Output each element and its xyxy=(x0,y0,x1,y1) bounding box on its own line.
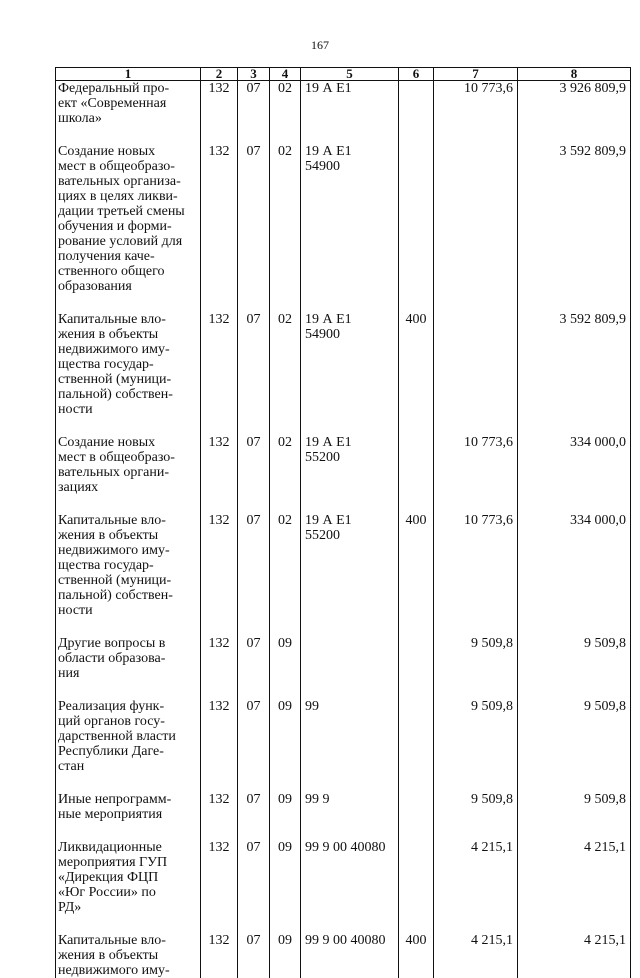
spacer-cell xyxy=(518,915,631,933)
row-col7-cell: 4 215,1 xyxy=(434,840,518,915)
spacer-cell xyxy=(201,822,238,840)
spacer-cell xyxy=(518,294,631,312)
column-header-5: 5 xyxy=(301,68,399,81)
spacer-cell xyxy=(434,681,518,699)
spacer-cell xyxy=(399,618,434,636)
row-name-cell: Капитальные вло- жения в объекты недвижимого иму- щества государ- ственной (муници- пальной) собствен- ности xyxy=(56,312,201,417)
row-col7-cell: 10 773,6 xyxy=(434,513,518,618)
row-col6-cell: 400 xyxy=(399,513,434,618)
spacer-cell xyxy=(56,294,201,312)
row-code-cell: 19 А Е1 54900 xyxy=(301,312,399,417)
row-spacer xyxy=(56,294,631,312)
spacer-cell xyxy=(56,774,201,792)
spacer-cell xyxy=(270,294,301,312)
row-spacer xyxy=(56,774,631,792)
spacer-cell xyxy=(56,126,201,144)
row-col6-cell xyxy=(399,840,434,915)
table-row xyxy=(56,312,631,417)
row-col3-cell: 07 xyxy=(238,513,270,618)
table-row xyxy=(56,435,631,495)
row-col4-cell: 09 xyxy=(270,636,301,681)
spacer-cell xyxy=(56,618,201,636)
spacer-cell xyxy=(201,915,238,933)
column-header-6: 6 xyxy=(399,68,434,81)
spacer-cell xyxy=(201,774,238,792)
row-col4-cell: 09 xyxy=(270,840,301,915)
row-col4-cell: 02 xyxy=(270,144,301,294)
row-col4-cell: 02 xyxy=(270,81,301,127)
row-col4-cell: 09 xyxy=(270,792,301,822)
row-col8-cell: 4 215,1 xyxy=(518,933,631,978)
row-name-cell: Создание новых мест в общеобразо- вательных организа- циях в целях ликви- дации третьей смены обучения и форми- рование условий для получения каче- ственного общего образования xyxy=(56,144,201,294)
row-col2-cell: 132 xyxy=(201,513,238,618)
row-code-cell: 19 А Е1 55200 xyxy=(301,435,399,495)
row-col8-cell: 9 509,8 xyxy=(518,792,631,822)
spacer-cell xyxy=(301,126,399,144)
column-header-1: 1 xyxy=(56,68,201,81)
row-code-cell: 99 9 xyxy=(301,792,399,822)
row-col6-cell: 400 xyxy=(399,312,434,417)
row-col8-cell: 9 509,8 xyxy=(518,699,631,774)
spacer-cell xyxy=(399,822,434,840)
row-spacer xyxy=(56,681,631,699)
row-col3-cell: 07 xyxy=(238,636,270,681)
row-col3-cell: 07 xyxy=(238,144,270,294)
row-col2-cell: 132 xyxy=(201,144,238,294)
table-row xyxy=(56,933,631,978)
row-name-cell: Капитальные вло- жения в объекты недвижимого иму- щества государ- ственной (муници- пальной) собствен- ности xyxy=(56,513,201,618)
spacer-cell xyxy=(201,495,238,513)
row-col8-cell: 3 592 809,9 xyxy=(518,312,631,417)
spacer-cell xyxy=(518,774,631,792)
row-col3-cell: 07 xyxy=(238,840,270,915)
row-col8-cell: 334 000,0 xyxy=(518,435,631,495)
spacer-cell xyxy=(301,915,399,933)
budget-table-container xyxy=(55,67,631,978)
table-row xyxy=(56,81,631,127)
spacer-cell xyxy=(270,774,301,792)
spacer-cell xyxy=(301,774,399,792)
row-col6-cell xyxy=(399,636,434,681)
row-col8-cell: 4 215,1 xyxy=(518,840,631,915)
row-col2-cell: 132 xyxy=(201,840,238,915)
row-spacer xyxy=(56,495,631,513)
header-row xyxy=(56,68,631,81)
row-col8-cell: 334 000,0 xyxy=(518,513,631,618)
spacer-cell xyxy=(238,915,270,933)
spacer-cell xyxy=(270,417,301,435)
table-row xyxy=(56,792,631,822)
spacer-cell xyxy=(270,126,301,144)
row-col2-cell: 132 xyxy=(201,933,238,978)
spacer-cell xyxy=(399,294,434,312)
spacer-cell xyxy=(301,417,399,435)
row-col6-cell xyxy=(399,792,434,822)
spacer-cell xyxy=(434,417,518,435)
spacer-cell xyxy=(518,417,631,435)
spacer-cell xyxy=(434,822,518,840)
spacer-cell xyxy=(56,417,201,435)
spacer-cell xyxy=(270,915,301,933)
row-col3-cell: 07 xyxy=(238,312,270,417)
budget-table xyxy=(55,67,631,978)
row-col7-cell: 9 509,8 xyxy=(434,699,518,774)
table-row xyxy=(56,636,631,681)
spacer-cell xyxy=(434,126,518,144)
row-col4-cell: 02 xyxy=(270,513,301,618)
spacer-cell xyxy=(238,294,270,312)
spacer-cell xyxy=(56,681,201,699)
row-code-cell: 99 xyxy=(301,699,399,774)
row-spacer xyxy=(56,417,631,435)
spacer-cell xyxy=(301,618,399,636)
column-header-3: 3 xyxy=(238,68,270,81)
table-row xyxy=(56,840,631,915)
row-col7-cell: 10 773,6 xyxy=(434,81,518,127)
row-col6-cell: 400 xyxy=(399,933,434,978)
spacer-cell xyxy=(399,126,434,144)
spacer-cell xyxy=(56,822,201,840)
spacer-cell xyxy=(301,822,399,840)
row-spacer xyxy=(56,618,631,636)
table-header xyxy=(56,68,631,81)
spacer-cell xyxy=(238,126,270,144)
row-code-cell: 19 А Е1 55200 xyxy=(301,513,399,618)
row-name-cell: Создание новых мест в общеобразо- вательных органи- зациях xyxy=(56,435,201,495)
row-col4-cell: 02 xyxy=(270,312,301,417)
spacer-cell xyxy=(518,681,631,699)
spacer-cell xyxy=(201,126,238,144)
row-col7-cell: 9 509,8 xyxy=(434,792,518,822)
row-spacer xyxy=(56,126,631,144)
row-col6-cell xyxy=(399,435,434,495)
spacer-cell xyxy=(434,774,518,792)
row-col3-cell: 07 xyxy=(238,933,270,978)
row-col7-cell: 9 509,8 xyxy=(434,636,518,681)
table-body xyxy=(56,81,631,978)
spacer-cell xyxy=(270,681,301,699)
column-header-4: 4 xyxy=(270,68,301,81)
row-name-cell: Федеральный про- ект «Современная школа» xyxy=(56,81,201,127)
row-col2-cell: 132 xyxy=(201,435,238,495)
spacer-cell xyxy=(518,126,631,144)
spacer-cell xyxy=(399,495,434,513)
row-col2-cell: 132 xyxy=(201,312,238,417)
spacer-cell xyxy=(201,417,238,435)
column-header-2: 2 xyxy=(201,68,238,81)
row-col3-cell: 07 xyxy=(238,792,270,822)
spacer-cell xyxy=(434,495,518,513)
row-spacer xyxy=(56,915,631,933)
row-col4-cell: 09 xyxy=(270,699,301,774)
row-col3-cell: 07 xyxy=(238,435,270,495)
row-spacer xyxy=(56,822,631,840)
spacer-cell xyxy=(399,915,434,933)
row-col8-cell: 3 592 809,9 xyxy=(518,144,631,294)
spacer-cell xyxy=(399,681,434,699)
spacer-cell xyxy=(238,495,270,513)
row-col7-cell: 4 215,1 xyxy=(434,933,518,978)
column-header-7: 7 xyxy=(434,68,518,81)
spacer-cell xyxy=(399,417,434,435)
row-code-cell: 99 9 00 40080 xyxy=(301,933,399,978)
spacer-cell xyxy=(238,822,270,840)
row-col6-cell xyxy=(399,144,434,294)
row-col8-cell: 9 509,8 xyxy=(518,636,631,681)
spacer-cell xyxy=(238,417,270,435)
row-col7-cell: 10 773,6 xyxy=(434,435,518,495)
row-col3-cell: 07 xyxy=(238,81,270,127)
row-col6-cell xyxy=(399,81,434,127)
row-name-cell: Реализация функ- ций органов госу- дарственной власти Республики Даге- стан xyxy=(56,699,201,774)
spacer-cell xyxy=(56,495,201,513)
row-code-cell xyxy=(301,636,399,681)
spacer-cell xyxy=(301,681,399,699)
spacer-cell xyxy=(201,681,238,699)
spacer-cell xyxy=(518,495,631,513)
row-name-cell: Другие вопросы в области образова- ния xyxy=(56,636,201,681)
row-col2-cell: 132 xyxy=(201,699,238,774)
spacer-cell xyxy=(518,618,631,636)
row-code-cell: 19 А Е1 54900 xyxy=(301,144,399,294)
row-code-cell: 19 А Е1 xyxy=(301,81,399,127)
row-name-cell: Ликвидационные мероприятия ГУП «Дирекция ФЦП «Юг России» по РД» xyxy=(56,840,201,915)
spacer-cell xyxy=(56,915,201,933)
spacer-cell xyxy=(434,294,518,312)
spacer-cell xyxy=(201,618,238,636)
row-col2-cell: 132 xyxy=(201,792,238,822)
table-row xyxy=(56,513,631,618)
row-col4-cell: 02 xyxy=(270,435,301,495)
spacer-cell xyxy=(238,681,270,699)
spacer-cell xyxy=(399,774,434,792)
spacer-cell xyxy=(238,774,270,792)
row-name-cell: Иные непрограмм- ные мероприятия xyxy=(56,792,201,822)
row-col2-cell: 132 xyxy=(201,636,238,681)
row-col6-cell xyxy=(399,699,434,774)
table-row xyxy=(56,699,631,774)
row-name-cell: Капитальные вло- жения в объекты недвижимого иму- xyxy=(56,933,201,978)
column-header-8: 8 xyxy=(518,68,631,81)
spacer-cell xyxy=(301,294,399,312)
spacer-cell xyxy=(201,294,238,312)
spacer-cell xyxy=(270,618,301,636)
row-col4-cell: 09 xyxy=(270,933,301,978)
row-col7-cell xyxy=(434,144,518,294)
row-col8-cell: 3 926 809,9 xyxy=(518,81,631,127)
spacer-cell xyxy=(301,495,399,513)
spacer-cell xyxy=(518,822,631,840)
row-col7-cell xyxy=(434,312,518,417)
row-col2-cell: 132 xyxy=(201,81,238,127)
table-row xyxy=(56,144,631,294)
page-number: 167 xyxy=(0,38,640,53)
spacer-cell xyxy=(238,618,270,636)
row-col3-cell: 07 xyxy=(238,699,270,774)
spacer-cell xyxy=(434,618,518,636)
spacer-cell xyxy=(270,822,301,840)
spacer-cell xyxy=(434,915,518,933)
row-code-cell: 99 9 00 40080 xyxy=(301,840,399,915)
spacer-cell xyxy=(270,495,301,513)
